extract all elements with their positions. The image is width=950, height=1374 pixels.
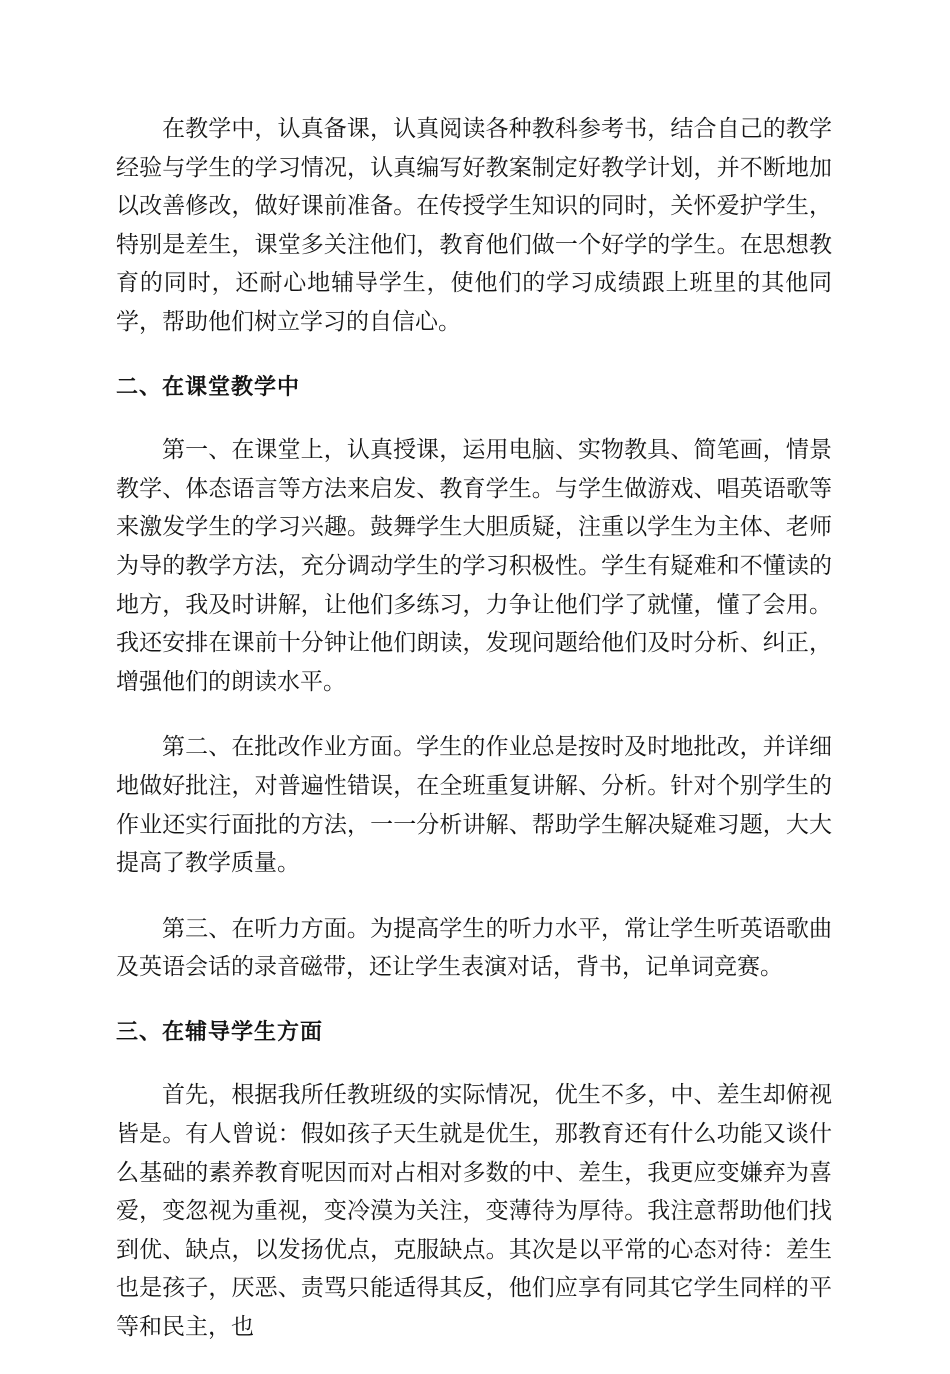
paragraph-classroom-methods: 第一、在课堂上，认真授课，运用电脑、实物教具、简笔画，情景教学、体态语言等方法来启发、教育学生。与学生做游戏、唱英语歌等来激发学生的学习兴趣。鼓舞学生大胆质疑，注重以学生为主体、老师为导的教学方法，充分调动学生的学习积极性。学生有疑难和不懂读的地方，我及时讲解，让他们多练习，力争让他们学了就懂，懂了会用。我还安排在课前十分钟让他们朗读，发现问题给他们及时分析、纠正，增强他们的朗读水平。 — [116, 437, 832, 695]
paragraph-tutoring-approach: 首先，根据我所任教班级的实际情况，优生不多，中、差生却俯视皆是。有人曾说：假如孩子天生就是优生，那教育还有什么功能又谈什么基础的素养教育呢因而对占相对多数的中、差生，我更应变嫌弃为喜爱，变忽视为重视，变冷漠为关注，变薄待为厚待。我注意帮助他们找到优、缺点，以发扬优点，克服缺点。其次是以平常的心态对待：差生也是孩子，厌恶、责骂只能适得其反，他们应享有同其它学生同样的平等和民主，也 — [116, 1082, 832, 1341]
paragraph-homework-correction: 第二、在批改作业方面。学生的作业总是按时及时地批改，并详细地做好批注，对普遍性错误，在全班重复讲解、分析。针对个别学生的作业还实行面批的方法，一一分析讲解、帮助学生解决疑难习题，大大提高了教学质量。 — [116, 734, 832, 877]
section-heading-classroom-teaching: 二、在课堂教学中 — [116, 374, 301, 400]
section-heading-student-tutoring: 三、在辅导学生方面 — [116, 1019, 324, 1045]
paragraph-teaching-preparation: 在教学中，认真备课，认真阅读各种教科参考书，结合自己的教学经验与学生的学习情况，认真编写好教案制定好教学计划，并不断地加以改善修改，做好课前准备。在传授学生知识的同时，关怀爱护学生，特别是差生，课堂多关注他们，教育他们做一个好学的学生。在思想教育的同时，还耐心地辅导学生，使他们的学习成绩跟上班里的其他同学，帮助他们树立学习的自信心。 — [116, 116, 832, 335]
document-body — [116, 110, 832, 1374]
paragraph-listening: 第三、在听力方面。为提高学生的听力水平，常让学生听英语歌曲及英语会话的录音磁带，还让学生表演对话，背书，记单词竞赛。 — [116, 915, 832, 981]
